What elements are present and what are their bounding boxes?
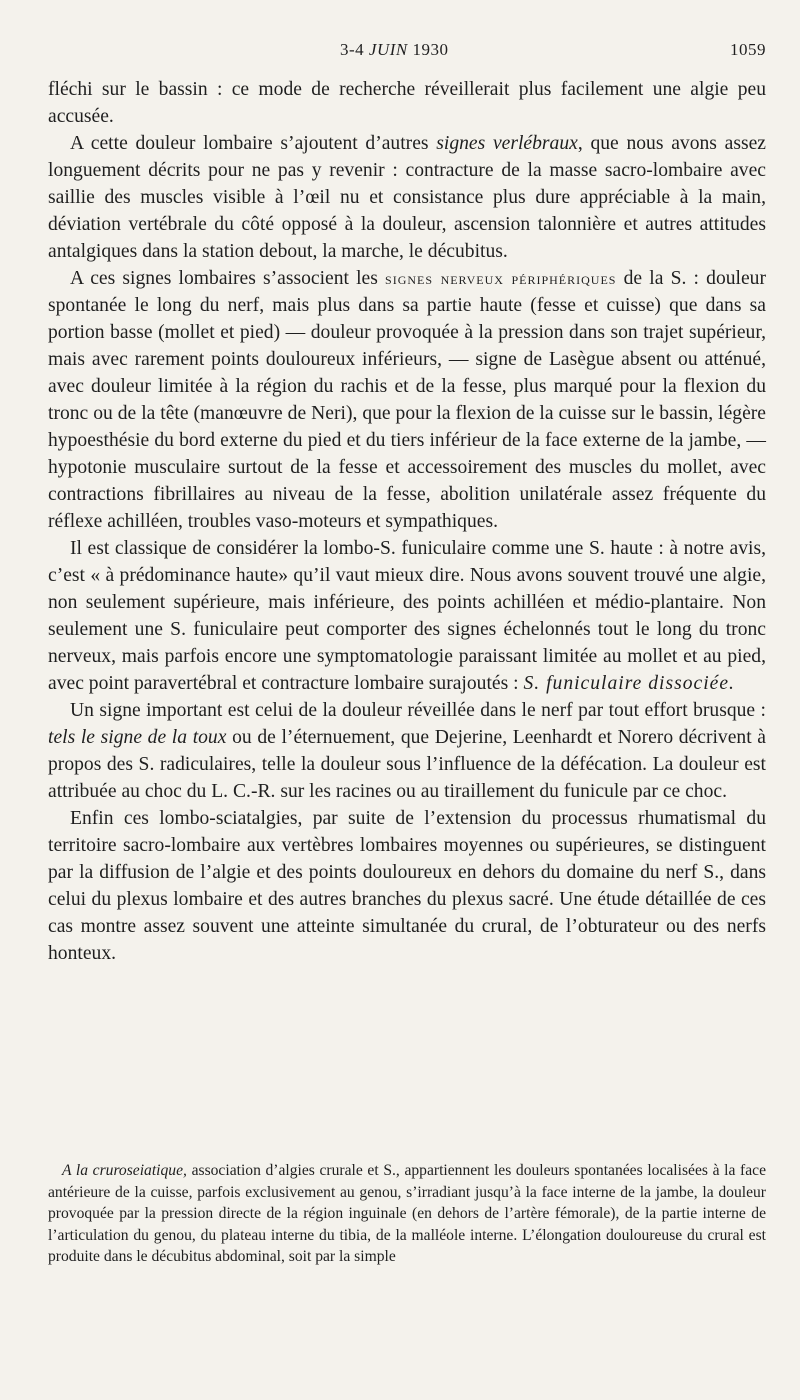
footnote-paragraph [48,1160,766,1268]
header-date [340,40,449,60]
text-run: S. funiculaire dissociée. [523,673,735,694]
header-date-month: JUIN [368,40,408,59]
text-run: Un signe important est celui de la douleur réveillée dans le nerf par tout effort brusque : [70,700,766,721]
paragraph [48,697,766,805]
paragraph [48,76,766,130]
text-run: A la cruroseiatique, [62,1162,187,1179]
text-run: signes verlébraux [436,133,578,154]
text-run: , que nous avons assez longuement décrits pour ne pas y revenir : contracture de la masse sacro-lombaire avec saillie des muscles visible à l’œil nu et consistance plus dure appréciable à la main, déviation vertébrale du côté opposé à la douleur, ascension talonnière et autres attitudes antalgiques dans la station debout, la marche, le décubitus. [48,133,766,262]
text-run: fléchi sur le bassin : ce mode de recherche réveillerait plus facilement une algie peu accusée. [48,79,766,127]
paragraph [48,265,766,535]
paragraph [48,805,766,967]
text-run: A cette douleur lombaire s’ajoutent d’autres [70,133,437,154]
header-date-prefix: 3-4 [340,40,369,59]
text-run: de la S. : douleur spontanée le long du nerf, mais plus dans sa partie haute (fesse et cuisse) que dans sa portion basse (mollet et pied) — douleur provoquée à la pression dans son trajet supérieur, mais avec rarement points douloureux inférieurs, — signe de Lasègue absent ou atténué, avec douleur limitée à la région du rachis et de la fesse, plus marqué pour la flexion du tronc ou de la tête (manœuvre de Neri), que pour la flexion de la cuisse sur le bassin, légère hypoesthésie du bord externe du pied et du tiers inférieur de la face externe de la jambe, — hypotonie musculaire surtout de la fesse et accessoirement des muscles du mollet, avec contractions fibrillaires au niveau de la fesse, abolition unilatérale assez fréquente du réflexe achilléen, troubles vaso-moteurs et sympathiques. [48,268,767,532]
text-run: Enfin ces lombo-sciatalgies, par suite de l’extension du processus rhumatismal du territoire sacro-lombaire aux vertèbres lombaires moyennes ou supérieures, se distinguent par la diffusion de l’algie et des points douloureux en dehors du domaine du nerf S., dans celui du plexus lombaire et des autres branches du plexus sacré. Une étude détaillée de ces cas montre assez souvent une atteinte simultanée du crural, de l’obturateur ou des nerfs honteux. [48,808,766,964]
text-run: Il est classique de considérer la lombo-S. funiculaire comme une S. haute : à notre avis, c’est « à prédominance haute» qu’il vaut mieux dire. Nous avons souvent trouvé une algie, non seulement supérieure, mais inférieure, des points achilléen et médio-plantaire. Non seulement une S. funiculaire peut comporter des signes échelonnés tout le long du tronc nerveux, mais parfois encore une symptomatologie paraissant limitée au mollet et au pied, avec point paravertébral et contracture lombaire surajoutés : [48,538,766,694]
running-header [48,40,766,70]
footnote [48,1160,766,1268]
paragraph [48,535,766,697]
header-date-year: 1930 [407,40,449,59]
body-text [48,76,766,967]
text-run: ou de l’éternuement, que Dejerine, Leenhardt et Norero décrivent à propos des S. radiculaires, telle la douleur sous l’influence de la défécation. La douleur est attribuée au choc du L. C.-R. sur les racines ou au tiraillement du funicule par ce choc. [48,727,767,802]
page-number: 1059 [730,40,766,59]
paragraph [48,130,766,265]
text-run: signes nerveux périphériques [385,269,617,288]
text-run: A ces signes lombaires s’associent les [70,268,386,289]
text-run: tels le signe de la toux [48,727,227,748]
text-run: association d’algies crurale et S., appartiennent les douleurs spontanées localisées à la face antérieure de la cuisse, parfois exclusivement au genou, s’irradiant jusqu’à la face interne de la jambe, la douleur provoquée par la pression directe de la région inguinale (en dehors de l’artère fémorale), de la partie interne de l’articulation du genou, du plateau interne du tibia, de la malléole interne. L’élongation douloureuse du crural est produite dans le décubitus abdominal, soit par la simple [48,1162,766,1265]
